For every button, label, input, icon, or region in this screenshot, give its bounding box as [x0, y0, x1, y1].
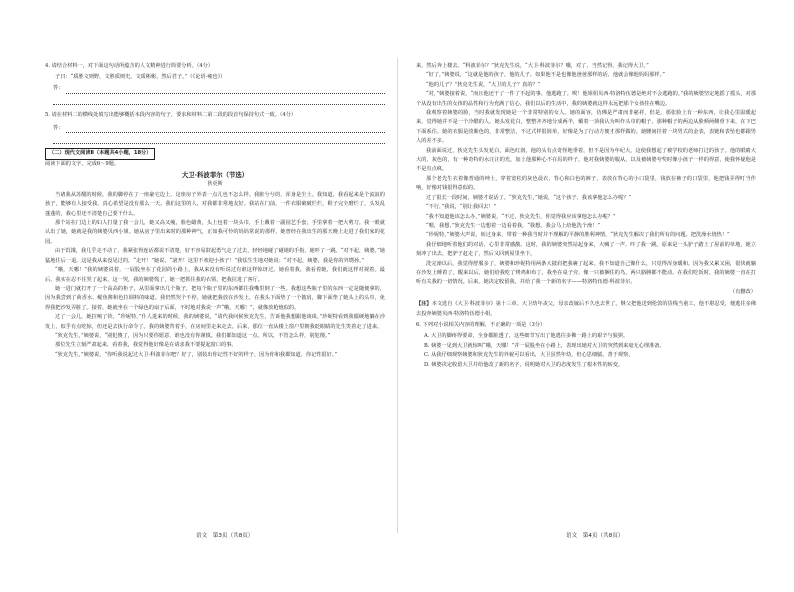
- paragraph: 那个站在门边上的妇人打量了我一会儿，她又高又瘦，脸色蜡黄，头上包着一块头巾，手上戴着一副园艺手套，手里拿着一把大剪刀。我一眼就认出了她，她就是我的姨婆贝西小姐。她从房子里出来时的那种神气，正如我可怜的妈妈常说的那样，她曾经在我出生的那天晚上走进了我们家的花园。: [45, 220, 385, 245]
- question-5-stem: 5. 请在材料二的横线处填写出能够概括本段内容的句子，要求和材料二第二段的段首句保持句式一致。（4分）: [45, 111, 297, 118]
- section-heading: [45, 148, 385, 159]
- paragraph: 那个老先生衣着像普通的绅士，穿着宽松的灰色晨衣、背心和白色的裤子，表放在背心的小口袋里，钱放在裤子的口袋里，他把钱弄得叮当作响，好像对钱很得意似的。: [416, 175, 756, 192]
- paragraph: “不行，”我说，“别让我回去！”: [426, 204, 497, 211]
- question-4-quote: 子曰：“质胜文则野，文胜质则史。文质彬彬，然后君子。”（《论语·雍也》）: [55, 74, 226, 81]
- page-footer-right: 语文 第4页（共8页）: [566, 533, 624, 539]
- question-6-stem: 6. 下列对小说相关内容的理解，不正确的一项是（3分）: [416, 321, 546, 328]
- paragraph: “嗯，我想，”狄克先生一边想着一边看着我，“我想，我会马上给他洗个澡！”: [426, 222, 601, 229]
- answer-line-q4-1[interactable]: [53, 83, 385, 94]
- option-a[interactable]: A. 大卫的脚疼得要命，全身都脏透了，这些细节写出了他逃往多佛一路上的艰辛与狼狈。: [424, 333, 629, 340]
- paragraph: “珍妮特，”姨婆大声说，转过身来，带着一种我当时并不理解的平静的胜利神情，“狄克先生解决了我们所有的问题。把洗澡水烧热！”: [426, 232, 730, 239]
- paragraph: 由于饥饿，我几乎走不动了，我紧张得连话都说不清楚，好不容易鼓起勇气走了过去，轻轻地碰了碰她的手指，她吓了一跳。“对不起，姨婆。”她猛地往后一退，这是我从来没见过的，“走开！”她说，“滚开！这里不欢迎小孩子！”我怯生生地对她说：“对不起，姨婆，我是你的外甥孙。”: [45, 248, 385, 264]
- question-4-stem: 4. 请结合材料一，对下面这句话所蕴含的人文精神进行简要分析。（4分）: [45, 63, 214, 69]
- article-author: 狄更斯: [207, 181, 223, 188]
- page-divider: [397, 58, 398, 533]
- paragraph: 当诸我从苏醒的时候，我的脚停在了一座豪宅边上，这座房子外表一点儿也不怎么样。我脏兮兮的，浑身是尘土。我知道，我看起来是个流浪的孩子，能够有人接受我，真心希望是没有那么一天。我们这里的人，对我都非常地友好。我站在门前，一件衣服破破烂烂，鞋子完全磨烂了，头发乱蓬蓬的，我心里还不清楚自己要干什么。: [45, 191, 385, 217]
- right-page: [416, 62, 756, 370]
- paragraph: 洗完澡以后，我觉得舒服多了，姨婆和珍妮特用两条大披肩把我裹了起来。我不知道自己像什么，只觉得浑身暖和。因为我又累又困，很快就躺在沙发上睡着了。醒来以后，她们给我吃了烤鸡和布丁，我坐在桌子旁，像一只被捆住的鸟，两只胳膊都不能动。在我们吃饭时，我的姨婆一直在打听有关我的一切情况。后来，她决定收留我，并给了我一个新的名字——特洛特伍德·科波菲尔。: [416, 260, 756, 286]
- footnote-text: 本文选自《大卫·科波菲尔》第十三章。大卫幼年丧父，母亲改嫁后不久也去世了。继父把他送到伦敦的货栈当童工，他不堪忍受，便逃往多佛去投奔姨婆贝西·特洛特伍德小姐。: [416, 301, 756, 317]
- answer-line-q4-2[interactable]: [53, 94, 385, 105]
- section-intro: 阅读下面的文字，完成6～9题。: [45, 160, 120, 167]
- paragraph: “哦，天哪！”我的姨婆说着，一屁股坐在了花园的小路上，我从来没有听说过有谁这样惊讶过。她看着我，我看着她，我们就这样对视着。最后，我实在忍不住哭了起来，这一哭，我的姨婆慌了，她一把抓住我的衣领，把我拉进了客厅。: [45, 267, 385, 283]
- section-label: （二）现代文阅读Ⅱ（本题共4小题，18分）: [45, 148, 155, 159]
- answer-line-q5-2[interactable]: [53, 133, 385, 144]
- paragraph: 我观察着姨婆的脸，当时我就发现她是一个非常特别的女人。她的面容，仿佛是严肃而非慈祥，但是，那张脸上有一种东西，让我心里温暖起来，觉得她并不是一个冷酷的人。她头发花白，整整齐齐地分成两半，戴着一顶我认为叫作头巾的帽子，那种帽子的两边从脸颊两侧垂下来，在下巴下面系住。她的衣服是淡紫色的，非常整洁，不过式样很简单，好像是为了行动方便才那样做的。她腰间挂着一块男式的金表，表链和表坠也都跟男人的差不多。: [416, 110, 756, 145]
- source-note: （有删改）: [730, 288, 756, 295]
- answer-label: 答：: [53, 124, 64, 131]
- paragraph: “狄克先生，”姨婆说，“你听我说起过大卫·科波菲尔吧？好了，别装出你记性不好的样子，因为你和我都知道，你记性很好。”: [55, 351, 337, 358]
- footnote: [416, 300, 756, 319]
- answer-line-q5-1[interactable]: [53, 122, 385, 133]
- paragraph: 过了很长一段时间，姨婆才说话了。“狄克先生，”她说，“这个孩子，我该拿他怎么办呢？”: [426, 194, 632, 201]
- answer-label: 答：: [53, 85, 64, 92]
- left-page: [45, 62, 385, 360]
- paragraph: 我前面说过，狄克先生头发花白，面色红润。他的头有点奇怪地垂着，但不是因为年纪大，这使我想起了被学校的老师打过的孩子。他的眼睛大大的，灰色的，有一种奇特的水汪汪的光，加上他那种心不在焉的样子，他对我姨婆的服从，以及被姨婆夸奖时像小孩子一样的得意，使我怀疑他是不是有点疯。: [416, 147, 756, 173]
- paragraph: “我不知道他该怎么办，”姨婆说，“不过，狄克先生，你觉得我应该拿他怎么办呢？”: [426, 213, 616, 220]
- option-c[interactable]: C. 从我仔细观察姨婆和狄克先生的外貌可以看出，大卫虽然年幼，但心思细腻，善于观察。: [424, 352, 634, 359]
- paragraph: 那位先生立刻严肃起来，看着我，我觉得他好像是在请求我不要提起窗口的事。: [55, 342, 237, 349]
- paragraph: 来，然后奔上楼去。“科波菲尔？”狄克先生说，“大卫·科波菲尔？哦，对了，当然记得。我记得大卫。”: [416, 63, 649, 69]
- option-b[interactable]: B. 姨婆一见到大卫就惊叫“哦，天哪！”并一屁股坐在小路上，表现出她对大卫的突然到来毫无心理准备。: [424, 342, 665, 349]
- paragraph: “他的儿子？”狄克先生说，“大卫的儿子？真的？”: [426, 81, 541, 88]
- footnote-label: 【注】: [416, 301, 432, 308]
- paragraph: “好了，”姨婆说，“这就是他的孩子，他的儿子。如果他不是也像他爸爸那样的话，他就会像他妈妈那样。”: [426, 72, 665, 79]
- paragraph: “狄克先生，”姨婆说，“别犯傻了，因为只要你愿意，谁也没有你谨慎。我们都知道这一点。所以，不管怎么样，别犯傻。”: [55, 332, 331, 339]
- paragraph: “对，”姨婆接着说，“而且他还干了一件了不起的事。他逃跑了。唉！他姐姐贝西·特洛特伍德是绝对不会逃跑的。”我的姨婆坚定地摇了摇头，对那个从没有出生的女孩的品性和行为充满了信心。我们以后的生活中，我的姨婆就这样永远把那个女孩挂在嘴边。: [416, 91, 756, 107]
- paragraph: 我仔细地听着他们的对话，心里非常感激。这时，我的姨婆突然站起身来，大喊了一声，吓了我一跳。原来是一头驴子踏上了屋前的草地，她立刻冲了出去，把驴子赶走了，然后又回到屋里坐下。: [416, 241, 756, 258]
- paragraph: 过了一会儿，她拉响了铃。“珍妮特，”仆人进来的时候，我的姨婆说，“请代我问候狄克先生，告诉他我想跟他谈谈。”珍妮特看到我僵硬地躺在沙发上，似乎有点吃惊，但还是去执行命令了。我的姨婆背着手，在房间里走来走去。后来，那位一直从楼上窗户里朝我眨眼睛的先生笑着走了进来。: [45, 314, 385, 330]
- option-d[interactable]: D. 姨婆决定收留大卫并给他改了新的名字，说明她对大卫的态度发生了根本性的转变。: [424, 361, 624, 368]
- paragraph: 她一进门就打开了一个高高的柜子，从里面拿出几个瓶子，把每个瓶子里的东西都往我嘴里倒了一些。我想这些瓶子里的东西一定是随便拿的，因为我尝到了茴香水、鳀鱼酱和色拉调料的味道。我仍然哭个不停，她就把我放在沙发上，在我头下面垫了一个披肩，脚下面垫了她头上的头巾，免得我把沙发弄脏了。接着，她就坐在一个绿色的扇子后面，不时地对我说一声“哦，天哪！”，就像放枪炮似的。: [45, 285, 385, 311]
- article-title: 大卫·科波菲尔（节选）: [181, 171, 249, 180]
- page-footer-left: 语文 第3页（共8页）: [196, 533, 254, 539]
